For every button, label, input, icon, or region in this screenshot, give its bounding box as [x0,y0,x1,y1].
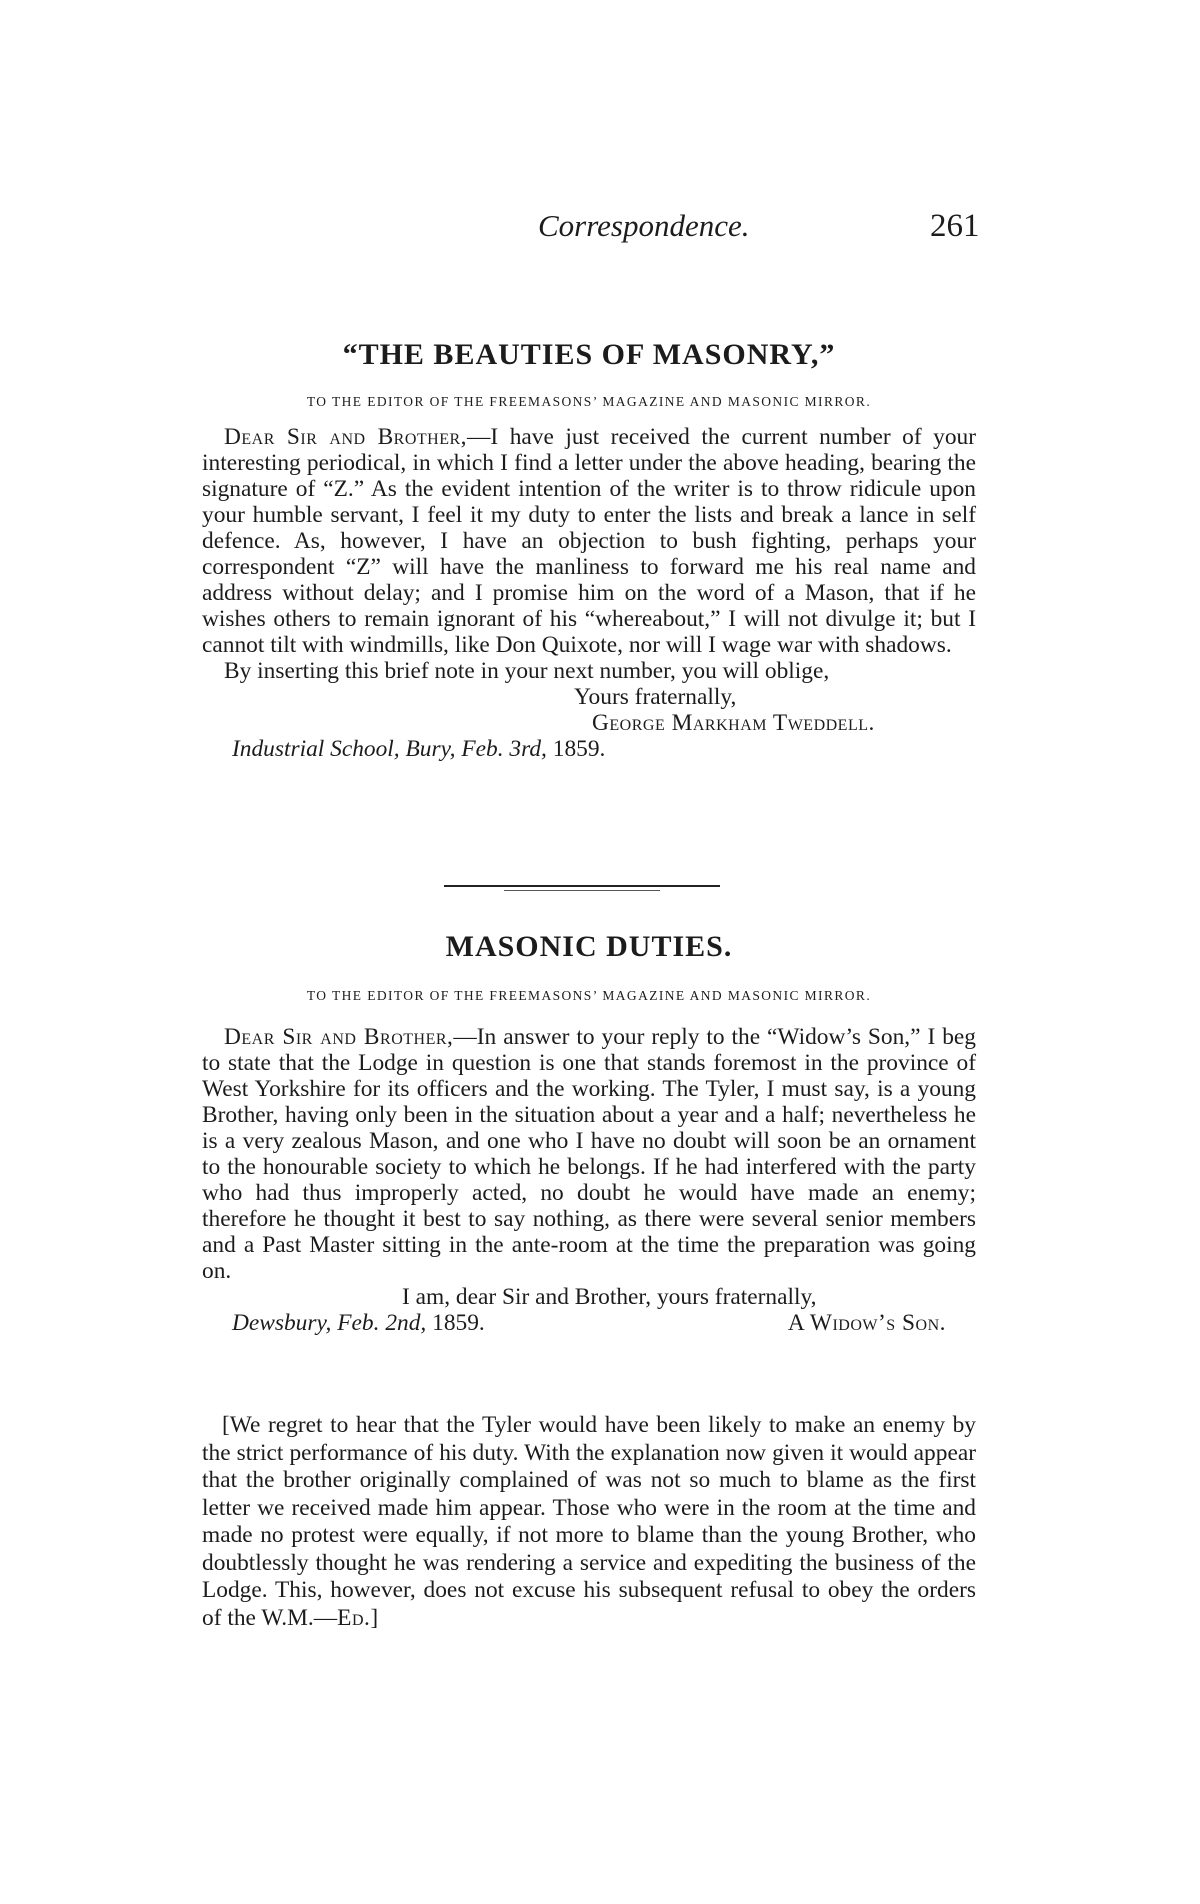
addressee: TO THE EDITOR OF THE FREEMASONS’ MAGAZINE AND MASONIC MIRROR. [306,988,872,1003]
salutation: Dear Sir and Brother, [224,424,468,450]
running-head [0,208,1200,252]
closing-line: By inserting this brief note in your next number, you will oblige, [224,658,830,684]
running-title: Correspondence. [538,208,750,243]
place-date-signature-line [202,1310,976,1336]
letter-beauties-of-masonry [202,338,976,762]
editor-note [202,1412,976,1632]
page-number: 261 [930,208,980,244]
letter-masonic-duties [202,930,976,1336]
editor-note-text [202,1412,976,1632]
year: 1859. [552,736,606,762]
addressee: TO THE EDITOR OF THE FREEMASONS’ MAGAZINE AND MASONIC MIRROR. [306,394,872,409]
valediction: I am, dear Sir and Brother, yours fraternally, [402,1284,817,1310]
article-title: “THE BEAUTIES OF MASONRY,” [342,338,836,371]
letter-body [202,1024,976,1284]
article-title: MASONIC DUTIES. [445,930,733,963]
place-date-text: Industrial School, Bury, Feb. 3rd, [232,736,547,762]
place-date-text: Dewsbury, Feb. 2nd, [232,1310,427,1336]
salutation: Dear Sir and Brother, [224,1024,454,1050]
signature: George Markham Tweddell. [592,710,875,736]
editor-signature: Ed.] [337,1604,379,1631]
year: 1859. [432,1310,485,1336]
section-divider [444,885,720,887]
letter-body [202,424,976,658]
letter-body-text: —I have just received the current number of your interesting periodical, in which I find a letter under the above heading, bearing the signature of “Z.” As the evident intention of the writer is to throw ridicule upon your humble servant, I feel it my duty to enter the lists and break a lance in self defence. As, however, I have an objection to bush fighting, perhaps your correspondent “Z” will have the manliness to forward me his real name and address without delay; and I promise him on the word of a Mason, that if he wishes others to remain ignorant of his “whereabout,” I will not divulge it; but I cannot tilt with windmills, like Don Quixote, nor will I wage war with shadows. [202,424,976,658]
editor-note-body: [We regret to hear that the Tyler would have been likely to make an enemy by the strict performance of his duty. With the explanation now given it would appear that the brother originally complained of was not so much to blame as the first letter we received made him appear. Those who were in the room at the time and made no protest were equally, if not more to blame than the young Brother, who doubtlessly thought he was rendering a service and expediting the business of the Lodge. This, however, does not excuse his subsequent refusal to obey the orders of the W.M.— [202,1412,976,1631]
signature: A Widow’s Son. [787,1310,946,1336]
place-date [202,736,976,762]
letter-body-text: —In answer to your reply to the “Widow’s Son,” I beg to state that the Lodge in question is one that stands foremost in the province of West Yorkshire for its officers and the working. The Tyler, I must say, is a young Brother, having only been in the situation about a year and a half; nevertheless he is a very zealous Mason, and one who I have no doubt will soon be an ornament to the honourable society to which he belongs. If he had interfered with the party who had thus improperly acted, no doubt he would have made an enemy; therefore he thought it best to say nothing, as there were several senior members and a Past Master sitting in the ante-room at the time the preparation was going on. [202,1024,976,1284]
valediction: Yours fraternally, [574,684,737,710]
